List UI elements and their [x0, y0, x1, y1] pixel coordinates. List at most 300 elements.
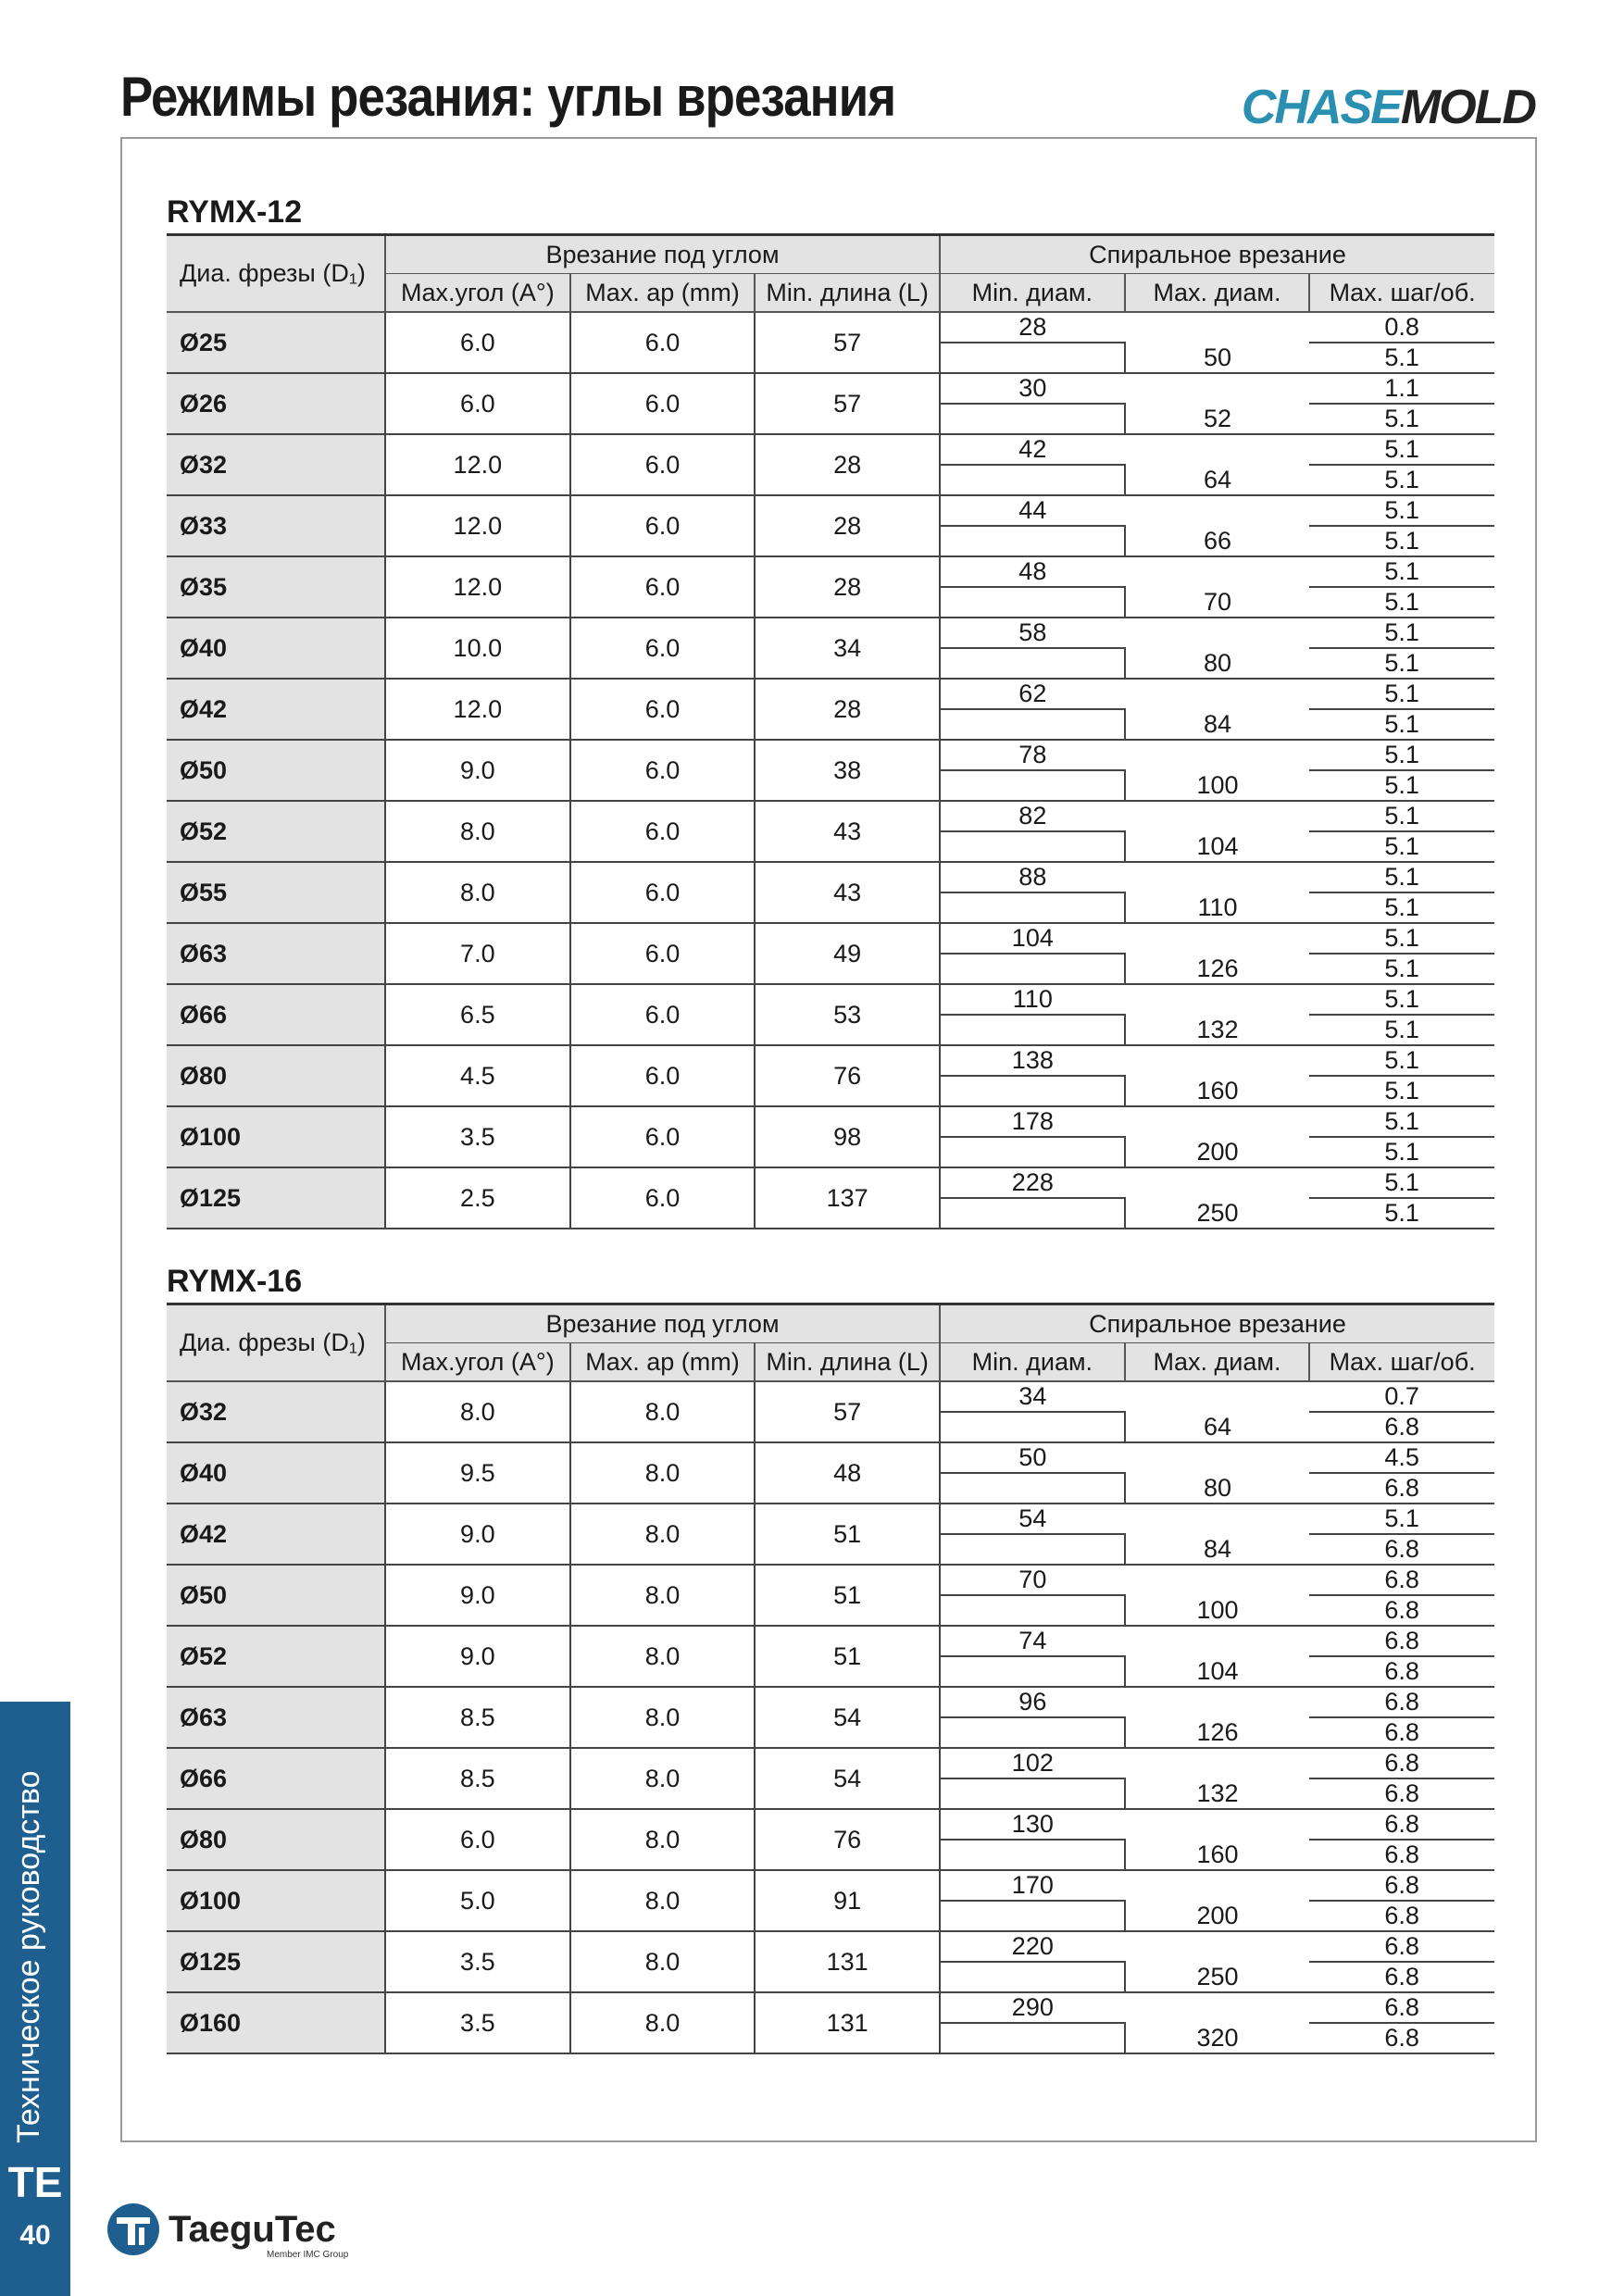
- cell-blank: [940, 1595, 1125, 1626]
- cell-min-dia: 30: [940, 373, 1125, 404]
- cell-min-length: 51: [755, 1504, 940, 1565]
- table-row: [167, 1381, 1494, 1412]
- cell-dia: Ø40: [167, 618, 385, 679]
- cell-max-ap: 6.0: [570, 373, 756, 434]
- cell-blank: [1125, 1687, 1310, 1717]
- table-row: [167, 923, 1494, 954]
- cell-pitch-at-max: 6.8: [1309, 1717, 1494, 1748]
- header-dia: Диа. фрезы (D₁): [167, 1304, 385, 1382]
- page-title: Режимы резания: углы врезания: [120, 66, 896, 128]
- header-row-groups: [167, 1304, 1494, 1343]
- table-row: [167, 1167, 1494, 1198]
- cell-blank: [940, 1656, 1125, 1687]
- cell-max-ap: 8.0: [570, 1870, 756, 1931]
- cell-min-dia: 34: [940, 1381, 1125, 1412]
- header-group-helix: Спиральное врезание: [940, 1304, 1494, 1343]
- cell-max-angle: 3.5: [385, 1992, 570, 2053]
- cell-max-angle: 12.0: [385, 434, 570, 495]
- cell-pitch-at-max: 5.1: [1309, 648, 1494, 679]
- cell-pitch-at-max: 5.1: [1309, 1076, 1494, 1106]
- cell-pitch-at-min: 0.7: [1309, 1381, 1494, 1412]
- cell-min-dia: 70: [940, 1565, 1125, 1595]
- cell-blank: [1125, 556, 1310, 587]
- cell-max-angle: 12.0: [385, 495, 570, 556]
- cell-pitch-at-min: 6.8: [1309, 1931, 1494, 1962]
- cell-pitch-at-max: 6.8: [1309, 1840, 1494, 1870]
- cell-blank: [940, 648, 1125, 679]
- cell-min-dia: 28: [940, 312, 1125, 343]
- cell-min-length: 54: [755, 1748, 940, 1809]
- cell-min-dia: 88: [940, 862, 1125, 892]
- cell-dia: Ø32: [167, 434, 385, 495]
- footer-brand-name: TaeguTec: [169, 2209, 336, 2250]
- cell-pitch-at-min: 5.1: [1309, 1167, 1494, 1198]
- cell-blank: [1125, 740, 1310, 770]
- cell-pitch-at-max: 5.1: [1309, 1137, 1494, 1167]
- cell-max-dia: 132: [1125, 1015, 1310, 1045]
- cell-max-angle: 7.0: [385, 923, 570, 984]
- cell-blank: [940, 343, 1125, 373]
- cell-blank: [1125, 1045, 1310, 1076]
- cell-min-length: 91: [755, 1870, 940, 1931]
- cell-pitch-at-max: 5.1: [1309, 954, 1494, 984]
- cell-pitch-at-min: 0.8: [1309, 312, 1494, 343]
- cell-min-dia: 96: [940, 1687, 1125, 1717]
- cell-max-ap: 8.0: [570, 1687, 756, 1748]
- cell-max-angle: 3.5: [385, 1931, 570, 1992]
- cell-min-length: 131: [755, 1992, 940, 2053]
- cell-blank: [1125, 1106, 1310, 1137]
- cell-dia: Ø26: [167, 373, 385, 434]
- cell-pitch-at-max: 5.1: [1309, 343, 1494, 373]
- header-row-groups: [167, 235, 1494, 274]
- cell-max-ap: 8.0: [570, 1809, 756, 1870]
- cell-min-length: 34: [755, 618, 940, 679]
- cell-max-dia: 80: [1125, 1473, 1310, 1504]
- cell-dia: Ø42: [167, 1504, 385, 1565]
- cell-min-dia: 44: [940, 495, 1125, 526]
- cell-pitch-at-min: 6.8: [1309, 1565, 1494, 1595]
- cell-pitch-at-min: 6.8: [1309, 1626, 1494, 1656]
- cell-min-length: 57: [755, 373, 940, 434]
- cell-blank: [1125, 1565, 1310, 1595]
- cell-blank: [940, 1473, 1125, 1504]
- table-row: [167, 1442, 1494, 1473]
- cell-max-angle: 12.0: [385, 679, 570, 740]
- cell-max-angle: 9.0: [385, 1565, 570, 1626]
- cell-min-length: 38: [755, 740, 940, 801]
- cell-max-dia: 250: [1125, 1962, 1310, 1992]
- cell-blank: [1125, 801, 1310, 831]
- table-row: [167, 801, 1494, 831]
- table-row: [167, 679, 1494, 709]
- cell-max-ap: 6.0: [570, 556, 756, 618]
- cell-dia: Ø160: [167, 1992, 385, 2053]
- cell-pitch-at-max: 5.1: [1309, 770, 1494, 801]
- cell-min-dia: 170: [940, 1870, 1125, 1901]
- header-max-pitch: Max. шаг/об.: [1309, 1343, 1494, 1382]
- cell-blank: [940, 587, 1125, 618]
- cell-pitch-at-max: 6.8: [1309, 1962, 1494, 1992]
- cell-min-dia: 130: [940, 1809, 1125, 1840]
- header-max-angle: Max.угол (A°): [385, 1343, 570, 1382]
- cell-dia: Ø66: [167, 1748, 385, 1809]
- page-number: 40: [19, 2220, 51, 2251]
- cell-blank: [1125, 495, 1310, 526]
- cell-max-angle: 6.0: [385, 373, 570, 434]
- table-row: [167, 1045, 1494, 1076]
- cell-max-dia: 84: [1125, 709, 1310, 740]
- cell-dia: Ø63: [167, 923, 385, 984]
- cell-blank: [940, 1076, 1125, 1106]
- cell-min-dia: 290: [940, 1992, 1125, 2023]
- table-row: [167, 1870, 1494, 1901]
- cell-min-dia: 54: [940, 1504, 1125, 1534]
- cell-blank: [1125, 984, 1310, 1015]
- cell-max-dia: 100: [1125, 770, 1310, 801]
- cell-dia: Ø55: [167, 862, 385, 923]
- cell-pitch-at-min: 1.1: [1309, 373, 1494, 404]
- cell-blank: [1125, 862, 1310, 892]
- header-group-helix: Спиральное врезание: [940, 235, 1494, 274]
- cell-max-angle: 6.0: [385, 312, 570, 373]
- cell-pitch-at-min: 5.1: [1309, 495, 1494, 526]
- cell-dia: Ø25: [167, 312, 385, 373]
- cell-min-dia: 62: [940, 679, 1125, 709]
- header-max-angle: Max.угол (A°): [385, 274, 570, 313]
- chasemold-logo: [1242, 80, 1535, 135]
- cell-dia: Ø80: [167, 1809, 385, 1870]
- cell-max-angle: 8.0: [385, 1381, 570, 1442]
- cell-max-dia: 100: [1125, 1595, 1310, 1626]
- cell-max-dia: 126: [1125, 954, 1310, 984]
- cell-max-ap: 6.0: [570, 1106, 756, 1167]
- cell-max-dia: 200: [1125, 1901, 1310, 1931]
- cell-min-length: 49: [755, 923, 940, 984]
- cell-min-length: 28: [755, 679, 940, 740]
- cell-blank: [940, 709, 1125, 740]
- cell-dia: Ø63: [167, 1687, 385, 1748]
- cell-max-dia: 320: [1125, 2023, 1310, 2053]
- cell-max-angle: 12.0: [385, 556, 570, 618]
- cell-blank: [1125, 1504, 1310, 1534]
- cell-max-ap: 6.0: [570, 923, 756, 984]
- cell-blank: [940, 404, 1125, 434]
- cell-blank: [940, 526, 1125, 556]
- cell-pitch-at-max: 5.1: [1309, 1198, 1494, 1229]
- cell-pitch-at-max: 5.1: [1309, 709, 1494, 740]
- cell-max-ap: 6.0: [570, 679, 756, 740]
- cell-max-dia: 200: [1125, 1137, 1310, 1167]
- cell-pitch-at-max: 5.1: [1309, 1015, 1494, 1045]
- cell-blank: [940, 1015, 1125, 1045]
- cell-max-angle: 8.0: [385, 801, 570, 862]
- cell-min-length: 51: [755, 1565, 940, 1626]
- cell-max-ap: 6.0: [570, 1045, 756, 1106]
- header-group-ramp: Врезание под углом: [385, 235, 940, 274]
- cell-max-angle: 8.5: [385, 1748, 570, 1809]
- cell-blank: [1125, 1442, 1310, 1473]
- cell-min-length: 28: [755, 434, 940, 495]
- cell-min-length: 54: [755, 1687, 940, 1748]
- table-row: [167, 1565, 1494, 1595]
- cell-blank: [1125, 1748, 1310, 1778]
- cell-min-length: 57: [755, 1381, 940, 1442]
- cell-max-ap: 8.0: [570, 1931, 756, 1992]
- table-title-rymx16: RYMX-16: [167, 1264, 303, 1299]
- cell-min-dia: 78: [940, 740, 1125, 770]
- table-row: [167, 1748, 1494, 1778]
- cell-max-dia: 250: [1125, 1198, 1310, 1229]
- cell-pitch-at-min: 6.8: [1309, 1992, 1494, 2023]
- cell-min-length: 43: [755, 801, 940, 862]
- cell-pitch-at-max: 5.1: [1309, 587, 1494, 618]
- cell-blank: [940, 1198, 1125, 1229]
- cell-blank: [940, 1717, 1125, 1748]
- cell-max-dia: 126: [1125, 1717, 1310, 1748]
- cell-max-ap: 8.0: [570, 1565, 756, 1626]
- cell-blank: [1125, 1167, 1310, 1198]
- cell-min-length: 48: [755, 1442, 940, 1504]
- cell-max-angle: 2.5: [385, 1167, 570, 1229]
- cell-min-length: 76: [755, 1045, 940, 1106]
- cell-min-dia: 42: [940, 434, 1125, 465]
- cell-blank: [1125, 312, 1310, 343]
- cell-blank: [1125, 434, 1310, 465]
- cell-max-ap: 6.0: [570, 740, 756, 801]
- cell-pitch-at-min: 5.1: [1309, 679, 1494, 709]
- cell-blank: [1125, 1870, 1310, 1901]
- cell-max-dia: 160: [1125, 1076, 1310, 1106]
- cell-dia: Ø66: [167, 984, 385, 1045]
- cell-blank: [940, 1778, 1125, 1809]
- cell-blank: [940, 954, 1125, 984]
- cell-max-dia: 80: [1125, 648, 1310, 679]
- table-row: [167, 1504, 1494, 1534]
- cell-pitch-at-max: 5.1: [1309, 465, 1494, 495]
- cell-max-ap: 8.0: [570, 1381, 756, 1442]
- cell-blank: [1125, 373, 1310, 404]
- cell-max-dia: 66: [1125, 526, 1310, 556]
- cell-pitch-at-min: 6.8: [1309, 1809, 1494, 1840]
- side-tab-label: [11, 2095, 47, 2143]
- rymx16-table: [167, 1303, 1494, 2054]
- header-dia: Диа. фрезы (D₁): [167, 235, 385, 313]
- header-max-dia: Max. диам.: [1125, 1343, 1310, 1382]
- header-min-length: Min. длина (L): [755, 274, 940, 313]
- cell-dia: Ø32: [167, 1381, 385, 1442]
- cell-max-dia: 50: [1125, 343, 1310, 373]
- cell-min-dia: 58: [940, 618, 1125, 648]
- cell-max-angle: 10.0: [385, 618, 570, 679]
- table-row: [167, 1687, 1494, 1717]
- cell-max-ap: 6.0: [570, 495, 756, 556]
- cell-pitch-at-min: 5.1: [1309, 618, 1494, 648]
- cell-blank: [940, 1534, 1125, 1565]
- cell-max-dia: 104: [1125, 1656, 1310, 1687]
- cell-min-length: 131: [755, 1931, 940, 1992]
- cell-max-angle: 9.0: [385, 740, 570, 801]
- cell-max-angle: 9.0: [385, 1626, 570, 1687]
- table-title-rymx12: RYMX-12: [167, 194, 303, 230]
- cell-blank: [940, 2023, 1125, 2053]
- section-code: TE: [7, 2158, 63, 2206]
- cell-pitch-at-max: 5.1: [1309, 831, 1494, 862]
- header-min-length: Min. длина (L): [755, 1343, 940, 1382]
- table-row: [167, 1992, 1494, 2023]
- taegutec-logo-icon: [106, 2202, 163, 2257]
- cell-min-dia: 74: [940, 1626, 1125, 1656]
- cell-dia: Ø50: [167, 740, 385, 801]
- table-row: [167, 1931, 1494, 1962]
- cell-pitch-at-min: 5.1: [1309, 984, 1494, 1015]
- header-max-ap: Max. ap (mm): [570, 1343, 756, 1382]
- cell-blank: [1125, 1626, 1310, 1656]
- cell-min-dia: 138: [940, 1045, 1125, 1076]
- cell-blank: [1125, 1992, 1310, 2023]
- cell-pitch-at-min: 5.1: [1309, 740, 1494, 770]
- cell-max-angle: 9.5: [385, 1442, 570, 1504]
- cell-pitch-at-max: 5.1: [1309, 892, 1494, 923]
- cell-max-dia: 104: [1125, 831, 1310, 862]
- cell-max-ap: 8.0: [570, 1748, 756, 1809]
- cell-max-angle: 4.5: [385, 1045, 570, 1106]
- cell-min-dia: 228: [940, 1167, 1125, 1198]
- cell-pitch-at-max: 6.8: [1309, 1901, 1494, 1931]
- cell-max-ap: 6.0: [570, 862, 756, 923]
- cell-pitch-at-min: 5.1: [1309, 801, 1494, 831]
- table-row: [167, 740, 1494, 770]
- table-row: [167, 434, 1494, 465]
- cell-pitch-at-min: 5.1: [1309, 1106, 1494, 1137]
- cell-dia: Ø35: [167, 556, 385, 618]
- table-row: [167, 984, 1494, 1015]
- cell-blank: [940, 1901, 1125, 1931]
- cell-max-dia: 64: [1125, 1412, 1310, 1442]
- cell-pitch-at-min: 5.1: [1309, 434, 1494, 465]
- cell-dia: Ø100: [167, 1870, 385, 1931]
- cell-blank: [940, 1412, 1125, 1442]
- table-row: [167, 495, 1494, 526]
- cell-dia: Ø100: [167, 1106, 385, 1167]
- header-min-dia: Min. диам.: [940, 1343, 1125, 1382]
- cell-blank: [1125, 1381, 1310, 1412]
- cell-max-dia: 132: [1125, 1778, 1310, 1809]
- cell-dia: Ø80: [167, 1045, 385, 1106]
- cell-max-ap: 6.0: [570, 801, 756, 862]
- cell-blank: [1125, 923, 1310, 954]
- cell-min-length: 43: [755, 862, 940, 923]
- cell-dia: Ø33: [167, 495, 385, 556]
- cell-max-ap: 6.0: [570, 434, 756, 495]
- cell-pitch-at-min: 4.5: [1309, 1442, 1494, 1473]
- cell-blank: [1125, 1809, 1310, 1840]
- cell-max-angle: 8.5: [385, 1687, 570, 1748]
- cell-max-angle: 5.0: [385, 1870, 570, 1931]
- cell-blank: [940, 770, 1125, 801]
- cell-min-length: 28: [755, 495, 940, 556]
- cell-pitch-at-max: 6.8: [1309, 1656, 1494, 1687]
- cell-min-dia: 102: [940, 1748, 1125, 1778]
- cell-pitch-at-min: 5.1: [1309, 923, 1494, 954]
- cell-min-dia: 50: [940, 1442, 1125, 1473]
- cell-pitch-at-min: 6.8: [1309, 1870, 1494, 1901]
- cell-max-angle: 8.0: [385, 862, 570, 923]
- cell-dia: Ø52: [167, 801, 385, 862]
- cell-dia: Ø50: [167, 1565, 385, 1626]
- cell-dia: Ø42: [167, 679, 385, 740]
- footer-brand-tagline: Member IMC Group: [267, 2250, 349, 2260]
- cell-pitch-at-min: 6.8: [1309, 1687, 1494, 1717]
- cell-blank: [940, 1137, 1125, 1167]
- cell-max-angle: 3.5: [385, 1106, 570, 1167]
- cell-max-angle: 6.0: [385, 1809, 570, 1870]
- cell-dia: Ø125: [167, 1167, 385, 1229]
- header-min-dia: Min. диам.: [940, 274, 1125, 313]
- table-row: [167, 556, 1494, 587]
- cell-max-ap: 6.0: [570, 984, 756, 1045]
- cell-pitch-at-max: 5.1: [1309, 404, 1494, 434]
- cell-max-dia: 110: [1125, 892, 1310, 923]
- logo-part-2: MOLD: [1400, 81, 1535, 134]
- logo-part-1: CHASE: [1241, 81, 1401, 134]
- cell-pitch-at-min: 5.1: [1309, 556, 1494, 587]
- cell-blank: [1125, 618, 1310, 648]
- cell-max-dia: 84: [1125, 1534, 1310, 1565]
- rymx12-table: [167, 233, 1494, 1229]
- cell-max-ap: 6.0: [570, 312, 756, 373]
- cell-pitch-at-max: 6.8: [1309, 1778, 1494, 1809]
- cell-blank: [940, 831, 1125, 862]
- cell-min-dia: 178: [940, 1106, 1125, 1137]
- cell-min-length: 28: [755, 556, 940, 618]
- cell-max-ap: 8.0: [570, 1992, 756, 2053]
- cell-max-angle: 6.5: [385, 984, 570, 1045]
- table-row: [167, 1106, 1494, 1137]
- header-max-dia: Max. диам.: [1125, 274, 1310, 313]
- cell-min-length: 98: [755, 1106, 940, 1167]
- cell-max-ap: 8.0: [570, 1626, 756, 1687]
- cell-dia: Ø52: [167, 1626, 385, 1687]
- cell-pitch-at-max: 6.8: [1309, 1473, 1494, 1504]
- cell-max-ap: 6.0: [570, 1167, 756, 1229]
- cell-max-ap: 6.0: [570, 618, 756, 679]
- cell-min-length: 137: [755, 1167, 940, 1229]
- cell-blank: [1125, 679, 1310, 709]
- cell-blank: [940, 465, 1125, 495]
- cell-blank: [940, 1962, 1125, 1992]
- cell-min-length: 51: [755, 1626, 940, 1687]
- cell-blank: [1125, 1931, 1310, 1962]
- cell-max-ap: 8.0: [570, 1504, 756, 1565]
- cell-pitch-at-max: 5.1: [1309, 526, 1494, 556]
- cell-min-dia: 82: [940, 801, 1125, 831]
- cell-min-dia: 48: [940, 556, 1125, 587]
- cell-pitch-at-min: 5.1: [1309, 1045, 1494, 1076]
- table-row: [167, 862, 1494, 892]
- header-max-ap: Max. ap (mm): [570, 274, 756, 313]
- cell-pitch-at-min: 5.1: [1309, 862, 1494, 892]
- cell-min-dia: 110: [940, 984, 1125, 1015]
- header-max-pitch: Max. шаг/об.: [1309, 274, 1494, 313]
- cell-dia: Ø125: [167, 1931, 385, 1992]
- table-row: [167, 1809, 1494, 1840]
- cell-max-angle: 9.0: [385, 1504, 570, 1565]
- cell-pitch-at-max: 6.8: [1309, 1412, 1494, 1442]
- cell-dia: Ø40: [167, 1442, 385, 1504]
- cell-min-dia: 104: [940, 923, 1125, 954]
- cell-pitch-at-min: 6.8: [1309, 1748, 1494, 1778]
